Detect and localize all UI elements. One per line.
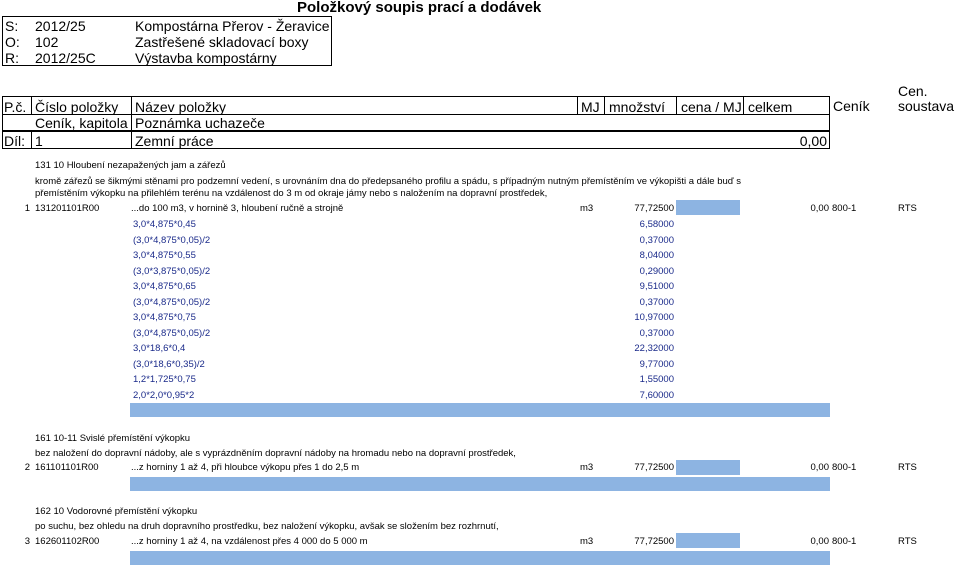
info-label-rozpocet: R: (5, 50, 19, 66)
calc-expression: (3,0*3,875*0,05)/2 (133, 266, 211, 277)
item-soustava: RTS (898, 462, 917, 473)
item-total: 0,00 (810, 536, 829, 547)
item-soustava: RTS (898, 203, 917, 214)
col-cenik-kapitola: Ceník, kapitola (35, 115, 128, 131)
col-cen-soustava-1: Cen. (898, 83, 928, 99)
item-heading: 162 10 Vodorovné přemístění výkopku (35, 506, 198, 517)
item-mj: m3 (580, 536, 594, 547)
col-cenik: Ceník (833, 98, 870, 114)
calc-value: 8,04000 (639, 250, 674, 261)
calc-value: 10,97000 (634, 312, 674, 323)
calc-value: 7,60000 (639, 390, 674, 401)
item-separator-bar (130, 551, 830, 565)
info-code-objekt: 102 (35, 34, 59, 50)
item-mj: m3 (580, 203, 594, 214)
info-code-stavba: 2012/25 (35, 18, 86, 34)
item-pc: 1 (24, 203, 30, 214)
item-cenik: 800-1 (832, 462, 857, 473)
col-celkem: celkem (748, 99, 793, 115)
item-name: ...z horniny 1 až 4, na vzdálenost přes 4 000 do 5 000 m (131, 536, 368, 547)
info-name-rozpocet: Výstavba kompostárny (135, 50, 277, 66)
info-name-stavba: Kompostárna Přerov - Žeravice (135, 18, 330, 34)
item-pc: 2 (24, 462, 30, 473)
calc-value: 6,58000 (639, 219, 674, 230)
calc-expression: 3,0*4,875*0,75 (133, 312, 196, 323)
item-code: 131201101R00 (35, 203, 100, 214)
item-qty: 77,72500 (634, 462, 674, 473)
cena-input-highlight[interactable] (676, 533, 740, 548)
calc-value: 0,29000 (639, 266, 674, 277)
dil-name: Zemní práce (135, 133, 214, 149)
dil-label: Díl: (4, 133, 25, 149)
item-cenik: 800-1 (832, 203, 857, 214)
calc-expression: 2,0*2,0*0,95*2 (133, 390, 195, 401)
project-info-box (2, 16, 332, 66)
item-pc: 3 (24, 536, 30, 547)
calc-expression: 3,0*4,875*0,55 (133, 250, 196, 261)
item-description-line: bez naložení do dopravní nádoby, ale s vyprázdněním dopravní nádoby na hromadu nebo na dopravní prostředek, (35, 448, 516, 459)
page-title: Položkový soupis prací a dodávek (297, 0, 542, 16)
item-separator-bar (130, 477, 830, 491)
calc-expression: (3,0*4,875*0,05)/2 (133, 328, 211, 339)
item-qty: 77,72500 (634, 536, 674, 547)
col-poznamka: Poznámka uchazeče (135, 115, 265, 131)
dil-row (2, 131, 830, 149)
item-cenik: 800-1 (832, 536, 857, 547)
calc-expression: (3,0*18,6*0,35)/2 (133, 359, 205, 370)
column-header (2, 96, 830, 131)
item-qty: 77,72500 (634, 203, 674, 214)
calc-value: 0,37000 (639, 235, 674, 246)
item-code: 161101101R00 (35, 462, 99, 473)
item-total: 0,00 (810, 462, 829, 473)
dil-total: 0,00 (799, 133, 827, 149)
calc-value: 9,51000 (639, 281, 674, 292)
item-separator-bar (130, 403, 830, 417)
item-mj: m3 (580, 462, 594, 473)
item-description-line: přemístěním výkopku na přilehlém terénu na vzdálenost do 3 m od okraje jámy nebo s naložením na dopravní prostředek, (35, 188, 548, 199)
calc-value: 9,77000 (639, 359, 674, 370)
calc-expression: 3,0*4,875*0,45 (133, 219, 196, 230)
col-cen-soustava-2: soustava (898, 98, 955, 114)
item-description-line: po suchu, bez ohledu na druh dopravního prostředku, bez naložení výkopku, avšak se složením bez rozhrnutí, (35, 521, 499, 532)
calc-value: 1,55000 (639, 374, 674, 385)
col-pc: P.č. (4, 99, 27, 115)
dil-number: 1 (35, 133, 43, 149)
item-soustava: RTS (898, 536, 917, 547)
calc-value: 0,37000 (639, 328, 674, 339)
col-cislo: Číslo položky (35, 99, 119, 115)
info-code-rozpocet: 2012/25C (35, 50, 96, 66)
item-heading: 161 10-11 Svislé přemístění výkopku (35, 433, 191, 444)
item-name: ...do 100 m3, v hornině 3, hloubení ručně a strojně (131, 203, 344, 214)
calc-expression: 3,0*18,6*0,4 (133, 343, 186, 354)
cena-input-highlight[interactable] (676, 460, 740, 475)
calc-expression: 3,0*4,875*0,65 (133, 281, 196, 292)
item-code: 162601102R00 (35, 536, 100, 547)
col-mnozstvi: množství (609, 99, 666, 115)
col-cena: cena / MJ (681, 99, 742, 115)
calc-expression: (3,0*4,875*0,05)/2 (133, 297, 211, 308)
col-nazev: Název položky (135, 99, 227, 115)
calc-expression: (3,0*4,875*0,05)/2 (133, 235, 211, 246)
info-name-objekt: Zastřešené skladovací boxy (135, 34, 309, 50)
cena-input-highlight[interactable] (676, 200, 740, 215)
item-name: ...z horniny 1 až 4, při hloubce výkopu přes 1 do 2,5 m (131, 462, 360, 473)
info-label-objekt: O: (5, 34, 20, 50)
item-description-line: kromě zářezů se šikmými stěnami pro podzemní vedení, s urovnáním dna do předepsaného profilu a spádu, s případným nutným přemístěním ve výkopišti a dále buď s (35, 176, 742, 187)
calc-value: 0,37000 (639, 297, 674, 308)
item-heading: 131 10 Hloubení nezapažených jam a zářezů (35, 160, 226, 171)
calc-expression: 1,2*1,725*0,75 (133, 374, 196, 385)
info-label-stavba: S: (5, 18, 19, 34)
calc-value: 22,32000 (634, 343, 674, 354)
col-mj: MJ (581, 99, 600, 115)
item-total: 0,00 (810, 203, 829, 214)
